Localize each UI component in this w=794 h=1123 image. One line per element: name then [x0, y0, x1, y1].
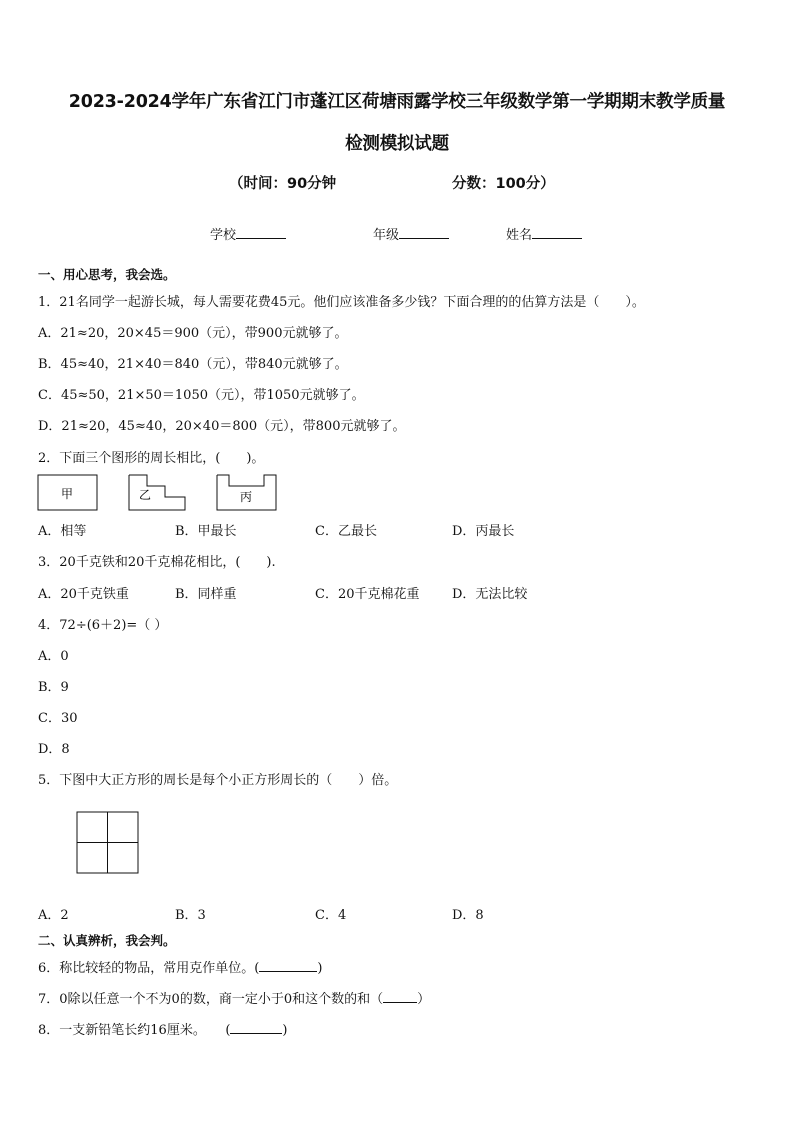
- perimeter-shapes-figure: [36, 472, 286, 514]
- shape-jia: [38, 475, 97, 510]
- question-2: 2．下面三个图形的周长相比，( )。: [38, 451, 265, 466]
- grade-field[interactable]: [373, 224, 449, 243]
- question-1: 1．21名同学一起游长城，每人需要花费45元。他们应该准备多少钱？下面合理的的估算方法是（ ）。: [38, 295, 645, 310]
- grade-label: 年级: [373, 228, 400, 243]
- question-8-close: ): [282, 1023, 288, 1038]
- question-7-close: ）: [417, 992, 431, 1007]
- question-6-text: 6．称比较轻的物品，常用克作单位。(: [38, 961, 260, 976]
- q8-answer-blank[interactable]: [230, 1021, 282, 1034]
- school-label: 学校: [210, 228, 237, 243]
- q1-option-d[interactable]: D．21≈20，45≈40，20×40＝800（元），带800元就够了。: [38, 419, 406, 434]
- q2-option-b[interactable]: B．甲最长: [175, 524, 237, 539]
- title-line-1: 2023-2024学年广东省江门市蓬江区荷塘雨露学校三年级数学第一学期期末教学质量: [68, 92, 726, 112]
- title-line-2: 检测模拟试题: [345, 134, 449, 154]
- q2-option-a[interactable]: A．相等: [38, 524, 87, 539]
- q6-answer-blank[interactable]: [259, 959, 317, 972]
- q4-option-d[interactable]: D．8: [38, 742, 70, 757]
- question-7-text: 7．0除以任意一个不为0的数，商一定小于0和这个数的和（: [38, 992, 384, 1007]
- q1-option-a[interactable]: A．21≈20，20×45＝900（元），带900元就够了。: [38, 326, 348, 341]
- shape-bing-label: 丙: [239, 490, 253, 504]
- name-label: 姓名: [506, 228, 533, 243]
- q3-option-c[interactable]: C．20千克棉花重: [315, 587, 420, 602]
- section-1-heading: 一、用心思考，我会选。: [38, 267, 176, 282]
- q4-option-c[interactable]: C．30: [38, 711, 78, 726]
- shape-bing: [217, 475, 276, 510]
- q2-option-d[interactable]: D．丙最长: [452, 524, 515, 539]
- question-8-text: 8．一支新铅笔长约16厘米。 (: [38, 1023, 231, 1038]
- shape-jia-label: 甲: [60, 487, 74, 501]
- q1-option-c[interactable]: C．45≈50，21×50＝1050（元），带1050元就够了。: [38, 388, 365, 403]
- shape-yi-label: 乙: [138, 488, 152, 502]
- name-field[interactable]: [506, 224, 582, 243]
- q3-option-b[interactable]: B．同样重: [175, 587, 237, 602]
- name-blank[interactable]: [532, 226, 582, 239]
- section-2-heading: 二、认真辨析，我会判。: [38, 933, 176, 948]
- q7-answer-blank[interactable]: [383, 990, 417, 1003]
- q5-option-c[interactable]: C．4: [315, 908, 347, 923]
- question-5: 5．下图中大正方形的周长是每个小正方形周长的（ ）倍。: [38, 773, 398, 788]
- q3-option-a[interactable]: A．20千克铁重: [38, 587, 129, 602]
- square-grid-figure: [76, 811, 140, 875]
- q5-option-b[interactable]: B．3: [175, 908, 206, 923]
- q3-option-d[interactable]: D．无法比较: [452, 587, 528, 602]
- grade-blank[interactable]: [399, 226, 449, 239]
- school-field[interactable]: [210, 224, 286, 243]
- question-4: 4．72÷(6＋2)=（ ）: [38, 618, 168, 633]
- q1-option-b[interactable]: B．45≈40，21×40＝840（元），带840元就够了。: [38, 357, 348, 372]
- question-8: [38, 1019, 287, 1038]
- question-7: [38, 988, 430, 1007]
- q5-option-d[interactable]: D．8: [452, 908, 484, 923]
- question-6-close: ): [317, 961, 323, 976]
- q4-option-a[interactable]: A．0: [38, 649, 69, 664]
- question-6: [38, 957, 322, 976]
- exam-score: 分数：100分）: [452, 176, 555, 192]
- q2-option-c[interactable]: C．乙最长: [315, 524, 377, 539]
- shape-yi: [129, 475, 185, 510]
- q4-option-b[interactable]: B．9: [38, 680, 69, 695]
- exam-time: （时间：90分钟: [229, 176, 337, 192]
- school-blank[interactable]: [236, 226, 286, 239]
- q5-option-a[interactable]: A．2: [38, 908, 69, 923]
- question-3: 3．20千克铁和20千克棉花相比，( ).: [38, 555, 276, 570]
